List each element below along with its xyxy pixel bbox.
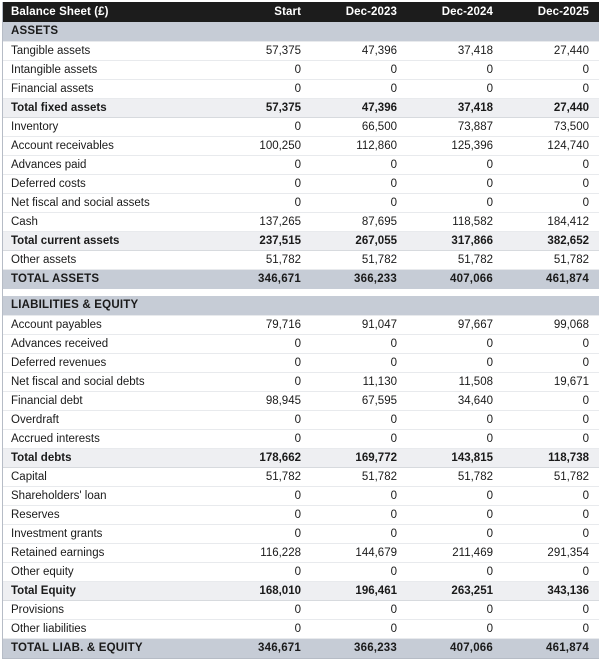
table-row	[3, 620, 599, 639]
row-label: Net fiscal and social debts	[3, 373, 215, 392]
table-row	[3, 118, 599, 137]
table-row	[3, 449, 599, 468]
table-row	[3, 430, 599, 449]
row-label: Advances received	[3, 335, 215, 354]
row-value: 47,396	[311, 42, 407, 61]
section-header-label: LIABILITIES & EQUITY	[3, 296, 599, 316]
row-value: 0	[311, 506, 407, 525]
row-value: 87,695	[311, 213, 407, 232]
row-label: Total debts	[3, 449, 215, 468]
row-label: Other assets	[3, 251, 215, 270]
row-value: 184,412	[503, 213, 599, 232]
table-header	[3, 2, 599, 22]
row-label: Other liabilities	[3, 620, 215, 639]
row-value: 51,782	[407, 251, 503, 270]
row-value: 407,066	[407, 270, 503, 290]
row-value: 144,679	[311, 544, 407, 563]
row-value: 51,782	[215, 468, 311, 487]
row-value: 0	[503, 80, 599, 99]
table-title: Balance Sheet (£)	[3, 2, 215, 22]
row-value: 0	[215, 118, 311, 137]
row-value: 0	[215, 335, 311, 354]
table-row	[3, 42, 599, 61]
table-row	[3, 232, 599, 251]
table-row	[3, 80, 599, 99]
section-spacer-cell	[3, 289, 599, 296]
table-row	[3, 563, 599, 582]
row-value: 51,782	[215, 251, 311, 270]
row-value: 0	[311, 411, 407, 430]
row-value: 47,396	[311, 99, 407, 118]
section-header-row	[3, 296, 599, 316]
row-value: 51,782	[503, 468, 599, 487]
table-row	[3, 525, 599, 544]
table-row	[3, 506, 599, 525]
row-label: Shareholders' loan	[3, 487, 215, 506]
row-value: 0	[215, 506, 311, 525]
row-value: 0	[311, 430, 407, 449]
table-row	[3, 137, 599, 156]
row-value: 0	[407, 601, 503, 620]
row-value: 291,354	[503, 544, 599, 563]
row-value: 137,265	[215, 213, 311, 232]
row-value: 0	[311, 175, 407, 194]
row-label: Other equity	[3, 563, 215, 582]
row-value: 0	[503, 601, 599, 620]
row-value: 0	[407, 175, 503, 194]
row-value: 0	[407, 194, 503, 213]
row-value: 0	[311, 525, 407, 544]
table-row	[3, 582, 599, 601]
table-row	[3, 392, 599, 411]
row-value: 263,251	[407, 582, 503, 601]
row-value: 317,866	[407, 232, 503, 251]
table-row	[3, 270, 599, 290]
row-value: 100,250	[215, 137, 311, 156]
row-label: Accrued interests	[3, 430, 215, 449]
row-value: 461,874	[503, 639, 599, 659]
row-value: 91,047	[311, 316, 407, 335]
row-label: Intangible assets	[3, 61, 215, 80]
row-value: 0	[311, 80, 407, 99]
row-value: 27,440	[503, 99, 599, 118]
table-row	[3, 639, 599, 659]
row-value: 0	[503, 506, 599, 525]
row-value: 0	[215, 61, 311, 80]
row-value: 0	[407, 61, 503, 80]
row-value: 79,716	[215, 316, 311, 335]
column-header-dec-2023: Dec-2023	[311, 2, 407, 22]
table-row	[3, 468, 599, 487]
row-value: 118,582	[407, 213, 503, 232]
row-label: Total current assets	[3, 232, 215, 251]
row-value: 57,375	[215, 99, 311, 118]
table-row	[3, 411, 599, 430]
row-value: 0	[503, 392, 599, 411]
row-value: 0	[215, 601, 311, 620]
row-value: 178,662	[215, 449, 311, 468]
row-value: 211,469	[407, 544, 503, 563]
table-row	[3, 354, 599, 373]
table-row	[3, 335, 599, 354]
row-value: 0	[407, 156, 503, 175]
row-value: 0	[503, 563, 599, 582]
row-value: 66,500	[311, 118, 407, 137]
row-value: 168,010	[215, 582, 311, 601]
row-value: 51,782	[311, 468, 407, 487]
row-value: 73,887	[407, 118, 503, 137]
row-label: Deferred costs	[3, 175, 215, 194]
row-value: 0	[503, 156, 599, 175]
row-label: Deferred revenues	[3, 354, 215, 373]
section-header-row	[3, 22, 599, 42]
row-value: 0	[407, 80, 503, 99]
column-header-start: Start	[215, 2, 311, 22]
row-value: 0	[311, 156, 407, 175]
row-value: 0	[503, 487, 599, 506]
row-label: Account payables	[3, 316, 215, 335]
row-value: 0	[407, 506, 503, 525]
table-row	[3, 544, 599, 563]
row-value: 125,396	[407, 137, 503, 156]
row-value: 0	[407, 430, 503, 449]
row-label: Total Equity	[3, 582, 215, 601]
row-value: 99,068	[503, 316, 599, 335]
row-value: 0	[311, 563, 407, 582]
row-value: 0	[311, 335, 407, 354]
row-value: 346,671	[215, 270, 311, 290]
row-value: 0	[503, 430, 599, 449]
row-value: 124,740	[503, 137, 599, 156]
row-label: Overdraft	[3, 411, 215, 430]
row-value: 27,440	[503, 42, 599, 61]
table-row	[3, 194, 599, 213]
row-value: 37,418	[407, 99, 503, 118]
table-row	[3, 373, 599, 392]
column-header-dec-2025: Dec-2025	[503, 2, 599, 22]
row-label: Capital	[3, 468, 215, 487]
row-value: 0	[503, 335, 599, 354]
row-label: Total fixed assets	[3, 99, 215, 118]
row-value: 116,228	[215, 544, 311, 563]
row-value: 0	[407, 411, 503, 430]
balance-sheet-table	[3, 2, 599, 659]
row-value: 19,671	[503, 373, 599, 392]
row-label: Financial debt	[3, 392, 215, 411]
header-row	[3, 2, 599, 22]
row-value: 51,782	[407, 468, 503, 487]
row-value: 0	[215, 487, 311, 506]
row-value: 0	[311, 601, 407, 620]
row-value: 112,860	[311, 137, 407, 156]
row-value: 34,640	[407, 392, 503, 411]
row-label: Financial assets	[3, 80, 215, 99]
row-value: 0	[215, 430, 311, 449]
row-value: 0	[311, 354, 407, 373]
row-value: 461,874	[503, 270, 599, 290]
table-row	[3, 175, 599, 194]
row-value: 0	[503, 525, 599, 544]
row-value: 169,772	[311, 449, 407, 468]
row-value: 346,671	[215, 639, 311, 659]
row-value: 267,055	[311, 232, 407, 251]
row-value: 118,738	[503, 449, 599, 468]
row-value: 0	[311, 487, 407, 506]
row-value: 0	[407, 620, 503, 639]
balance-sheet-table-container	[2, 2, 598, 659]
row-value: 196,461	[311, 582, 407, 601]
row-value: 0	[407, 335, 503, 354]
row-value: 0	[215, 80, 311, 99]
table-row	[3, 601, 599, 620]
row-label: Net fiscal and social assets	[3, 194, 215, 213]
row-value: 382,652	[503, 232, 599, 251]
row-value: 0	[407, 563, 503, 582]
row-label: Provisions	[3, 601, 215, 620]
row-value: 0	[215, 373, 311, 392]
row-value: 51,782	[503, 251, 599, 270]
row-label: Reserves	[3, 506, 215, 525]
row-value: 0	[215, 411, 311, 430]
row-value: 0	[311, 61, 407, 80]
row-label: TOTAL ASSETS	[3, 270, 215, 290]
row-value: 0	[503, 175, 599, 194]
row-label: Tangible assets	[3, 42, 215, 61]
row-value: 0	[215, 525, 311, 544]
column-header-dec-2024: Dec-2024	[407, 2, 503, 22]
row-value: 0	[407, 354, 503, 373]
row-value: 366,233	[311, 270, 407, 290]
row-value: 0	[215, 563, 311, 582]
row-value: 11,130	[311, 373, 407, 392]
table-body	[3, 22, 599, 659]
table-row	[3, 487, 599, 506]
row-value: 0	[215, 620, 311, 639]
table-row	[3, 316, 599, 335]
row-value: 0	[311, 194, 407, 213]
row-value: 97,667	[407, 316, 503, 335]
row-value: 98,945	[215, 392, 311, 411]
row-label: Retained earnings	[3, 544, 215, 563]
row-label: Advances paid	[3, 156, 215, 175]
row-value: 0	[503, 411, 599, 430]
table-row	[3, 156, 599, 175]
row-value: 343,136	[503, 582, 599, 601]
row-value: 0	[503, 354, 599, 373]
row-label: Investment grants	[3, 525, 215, 544]
row-label: TOTAL LIAB. & EQUITY	[3, 639, 215, 659]
table-row	[3, 251, 599, 270]
row-label: Cash	[3, 213, 215, 232]
row-value: 0	[215, 156, 311, 175]
row-value: 37,418	[407, 42, 503, 61]
row-value: 51,782	[311, 251, 407, 270]
row-value: 73,500	[503, 118, 599, 137]
row-label: Inventory	[3, 118, 215, 137]
row-value: 57,375	[215, 42, 311, 61]
row-value: 0	[215, 194, 311, 213]
table-row	[3, 213, 599, 232]
row-value: 0	[407, 525, 503, 544]
section-header-label: ASSETS	[3, 22, 599, 42]
row-value: 0	[215, 175, 311, 194]
row-value: 366,233	[311, 639, 407, 659]
row-value: 143,815	[407, 449, 503, 468]
row-label: Account receivables	[3, 137, 215, 156]
row-value: 0	[215, 354, 311, 373]
row-value: 67,595	[311, 392, 407, 411]
section-spacer	[3, 289, 599, 296]
row-value: 11,508	[407, 373, 503, 392]
table-row	[3, 61, 599, 80]
row-value: 0	[503, 61, 599, 80]
row-value: 0	[407, 487, 503, 506]
row-value: 0	[503, 620, 599, 639]
table-row	[3, 99, 599, 118]
row-value: 0	[503, 194, 599, 213]
row-value: 407,066	[407, 639, 503, 659]
row-value: 0	[311, 620, 407, 639]
row-value: 237,515	[215, 232, 311, 251]
